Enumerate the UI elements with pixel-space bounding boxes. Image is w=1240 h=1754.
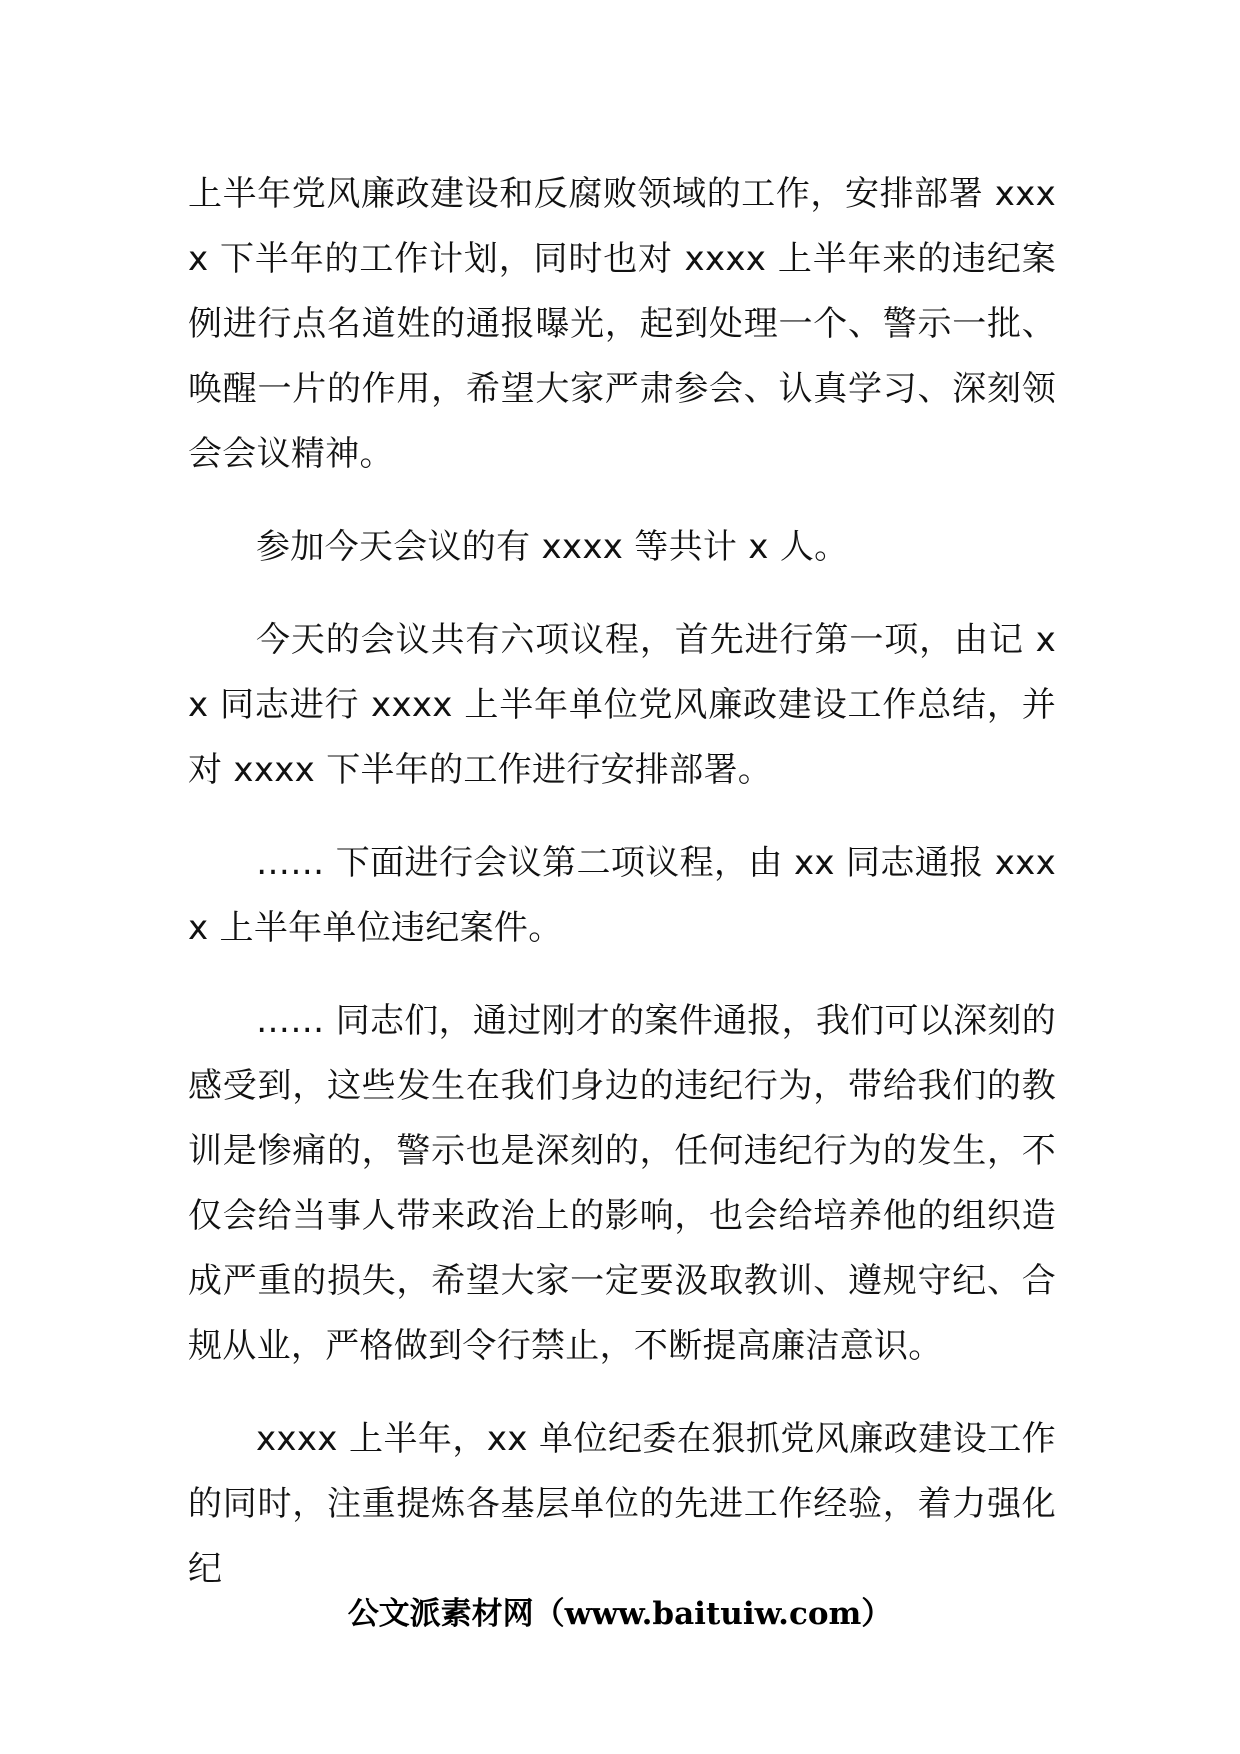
paragraph-6: xxxx 上半年，xx 单位纪委在狠抓党风廉政建设工作的同时，注重提炼各基层单位的先进工作经验，着力强化纪 — [188, 1419, 1056, 1589]
paragraph-3: 今天的会议共有六项议程，首先进行第一项，由记 xx 同志进行 xxxx 上半年单位党风廉政建设工作总结，并对 xxxx 下半年的工作进行安排部署。 — [188, 620, 1056, 790]
paragraph-5: …… 同志们，通过刚才的案件通报，我们可以深刻的感受到，这些发生在我们身边的违纪行为，带给我们的教训是惨痛的，警示也是深刻的，任何违纪行为的发生，不仅会给当事人带来政治上的影响，也会给培养他的组织造成严重的损失，希望大家一定要汲取教训、遵规守纪、合规从业，严格做到令行禁止，不断提高廉洁意识。 — [188, 1001, 1057, 1366]
page-footer: 公文派素材网（www.baituiw.com） — [347, 1596, 893, 1632]
paragraph-1: 上半年党风廉政建设和反腐败领域的工作，安排部署 xxxx 下半年的工作计划，同时也对 xxxx 上半年来的违纪案例进行点名道姓的通报曝光，起到处理一个、警示一批、唤醒一片的作用，希望大家严肃参会、认真学习、深刻领会会议精神。 — [188, 174, 1056, 474]
paragraph-2: 参加今天会议的有 xxxx 等共计 x 人。 — [256, 527, 849, 567]
document-body — [188, 162, 1056, 1630]
paragraph-4: …… 下面进行会议第二项议程，由 xx 同志通报 xxxx 上半年单位违纪案件。 — [188, 843, 1056, 948]
